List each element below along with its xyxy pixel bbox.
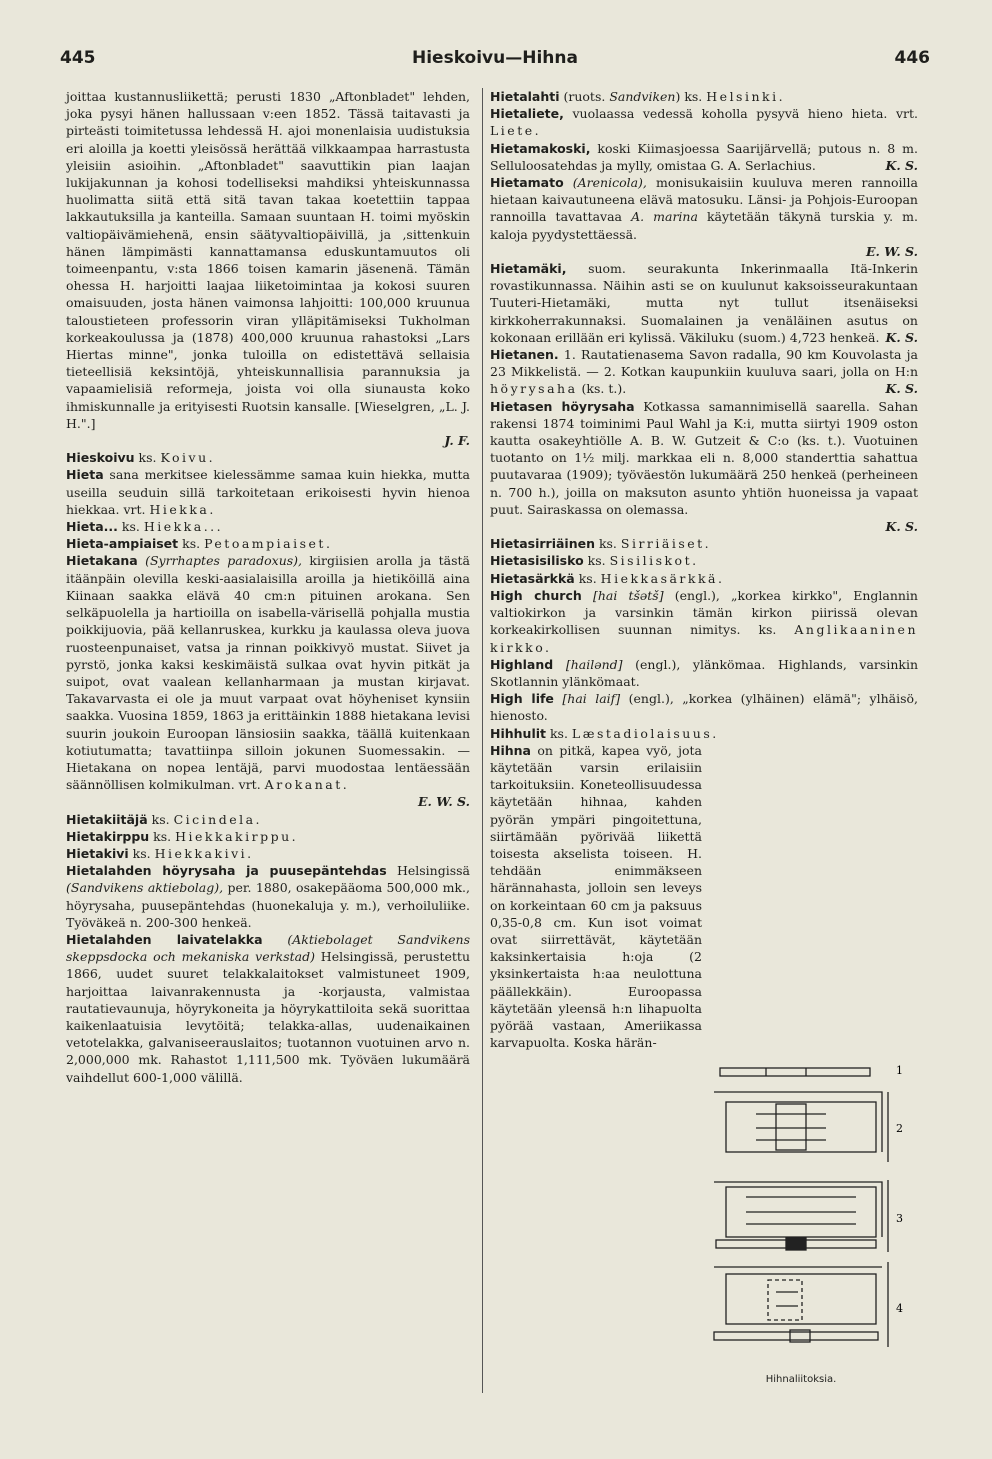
left-column	[66, 88, 470, 1086]
entry-high-church: High church [hai tšətš] (engl.), „korkea kirkko", Englannin valtiokirkon ja varsinkin tämän kirkon piirissä olevan korkeakirkollisen suunnan nimitys. ks. Anglikaaninen kirkko.	[490, 587, 918, 655]
figure-label-2: 2	[896, 1122, 903, 1135]
running-title: Hieskoivu—Hihna	[412, 48, 578, 68]
entry-hietamato: Hietamato (Arenicola), monisukaisiin kuuluva meren rannoilla hietaan kaivautuneena elävä matosuku. Länsi- ja Pohjois-Euroopan rannoilla tavattavaa A. marina käytetään täkynä turskia y. m. kaloja pyydystettäessä. E. W. S.	[490, 175, 918, 259]
signature: K. S.	[885, 381, 918, 397]
left-page-number: 445	[60, 48, 96, 68]
entry-hietasirriainen: Hietasirriäinen ks. Sirriäiset.	[490, 536, 712, 552]
entry-hihna: Hihna on pitkä, kapea vyö, jota käytetään varsin erilaisiin tarkoituksiin. Koneteollisuudessa käytetään hihnaa, kahden pyörän ympäri pingoitettuna, siirtämään pyörivää liikettä toisesta akselista toiseen. H. tehdään enimmäkseen härännahasta, jolloin sen leveys on korkeintaan 60 cm ja paksuus 0,35-0,8 cm. Kun isot voimat ovat siirrettävät, käytetään kaksinkertaisia h:oja (2 yksinkertaista h:aa neulottuna päällekkäin). Euroopassa käytetään yleensä h:n lihapuolta pyörää vastaan, Ameriikassa karvapuolta. Koska härän-	[490, 742, 702, 1051]
entry-hietaliete: Hietaliete, vuolaassa vedessä koholla pysyvä hieno hieta. vrt. Liete.	[490, 106, 918, 139]
signature: K. S.	[885, 157, 918, 173]
belt-joint-4	[726, 1274, 876, 1324]
entry-high-life: High life [hai laif] (engl.), „korkea (ylhäinen) elämä"; ylhäisö, hienosto.	[490, 691, 918, 724]
column-divider	[482, 88, 483, 1393]
entry-hietamakoski: Hietamakoski, koski Kiimasjoessa Saarijärvellä; putous n. 8 m. Selluloosatehdas ja mylly, omistaa G. A. Serlachius. K. S.	[490, 140, 918, 173]
entry-hietasarkka: Hietasärkkä ks. Hiekkasärkkä.	[490, 570, 725, 586]
entry-hietanen: Hietanen. 1. Rautatienasema Savon radalla, 90 km Kouvolasta ja 23 Mikkelistä. — 2. Kotkan kaupunkiin kuuluva saari, jolla on H:n höyrysaha (ks. t.). K. S.	[490, 347, 918, 397]
entry-hieta-prefix: Hieta... ks. Hiekka...	[66, 519, 224, 535]
entry-hietalahden-hoyrysaha: Hietalahden höyrysaha ja puusepäntehdas Helsingissä (Sandvikens aktiebolag), per. 1880, osakepääoma 500,000 mk., höyrysaha, puusepäntehdas (huonekaluja y. m.), verhoiluliike. Työväkeä n. 200-300 henkeä.	[66, 863, 470, 930]
entry-hietalahti: Hietalahti (ruots. Sandviken) ks. Helsinki.	[490, 89, 786, 104]
entry-hietakivi: Hietakivi ks. Hiekkakivi.	[66, 845, 254, 861]
entry-hieskoivu: Hieskoivu ks. Koivu.	[66, 450, 216, 466]
entry-highland: Highland [hailənd] (engl.), ylänkömaa. Highlands, varsinkin Skotlannin ylänkömaat.	[490, 656, 918, 689]
figure-label-1: 1	[896, 1064, 903, 1077]
entry-hieta-ampiaiset: Hieta-ampiaiset ks. Petoampiaiset.	[66, 536, 333, 552]
belt-joints-figure	[706, 1062, 918, 1392]
right-page-number: 446	[894, 48, 930, 68]
entry-hieta: Hieta sana merkitsee kielessämme samaa kuin hiekka, mutta useilla seuduin sillä tarkoitetaan erikoisesti hyvin hienoa hiekkaa. vrt. Hiekka.	[66, 467, 470, 517]
figure-label-3: 3	[896, 1212, 903, 1225]
signature: K. S.	[885, 519, 918, 535]
entry-hietakana: Hietakana (Syrrhaptes paradoxus), kirgiisien arolla ja tästä itäänpäin olevilla keski-aasialaisilla aroilla ja hietiköillä aina Kiinaan saakka elävä 40 cm:n pituinen arokana. Sen selkäpuolella ja hartioilla on isabella-värisellä pohjalla mustia poikkijuovia, pää kellanruskea, kurkku ja kaulassa oleva juova ruosteenpunaiset, vatsa ja rinnan poikkivyö mustat. Siivet ja pyrstö, jonka kaksi keskimäistä sulkaa ovat hyvin pitkät ja suipot, ovat vaalean kellanharmaan ja mustan kirjavat. Takavarvasta ei ole ja muut varpaat ovat höyheniset kynsiin saakka. Vuosina 1859, 1863 ja erittäinkin 1888 hietakana levisi suurin joukoin Euroopan länsiosiin saakka, täällä kuitenkaan kotiutumatta; tavattiinpa silloin jokunen Suomessakin. — Hietakana on nopea lentäjä, parvi muodostaa lentäessään säännöllisen kolmikulman. vrt. Arokanat. E. W. S.	[66, 553, 470, 810]
signature: E. W. S.	[866, 243, 918, 259]
belt-joint-2	[726, 1102, 876, 1152]
page-header	[60, 48, 930, 74]
entry-hietakiitaja: Hietakiitäjä ks. Cicindela.	[66, 811, 263, 827]
entry-hietasisilisko: Hietasisilisko ks. Sisiliskot.	[490, 553, 699, 569]
entry-continuation: joittaa kustannusliikettä; perusti 1830 „Aftonbladet" lehden, joka pysyi hänen hallussaan v:een 1852. Tässä taitavasti ja pirteästi toimitetussa lehdessä H. ajoi monenlaisia uudistuksia eri aloilla ja koetti yleisössä herättää vilkkaampaa harrastusta yleisiin asioihin. „Aftonbladet" saavuttikin pian laajan lukijakunnan ja kohosi todelliseksi mahdiksi yhteiskunnassa huolimatta siitä että sitä tavan takaa koetettiin tappaa lakkautuksilla ja kanteilla. Samaan suuntaan H. toimi myöskin valtiopäivämiehenä, ensin säätyvaltiopäivillä, ja ,sittenkuin hänen lämpimästi kannattamansa eduskuntamuutos oli toimeenpantu, v:sta 1866 toisen kamarin jäsenenä. Tämän ohessa H. harjoitti laajaa liiketoimintaa ja kokosi suuren omaisuuden, josta hänen vaimonsa lahjoitti: 100,000 kruunua taloustieteen professorin viran ylläpitämiseksi Tukholman korkeakoulussa ja (1878) 400,000 kruunua rahastoksi „Lars Hiertas minne", jonka tuloilla on edistettävä sellaisia tieteellisiä keksintöjä, yhteiskunnallisia parannuksia ja vapaamielisiä reformeja, joista voi olla siunausta koko ihmiskunnalle ja erityisesti Ruotsin kansalle. [Wieselgren, „L. J. H.".] J. F.	[66, 89, 470, 449]
signature: J. F.	[444, 433, 470, 449]
entry-hihhulit: Hihhulit ks. Læstadiolaisuus.	[490, 725, 719, 741]
signature: E. W. S.	[418, 794, 470, 810]
figure-caption: Hihnaliitoksia.	[765, 1374, 837, 1385]
belt-joint-1	[720, 1068, 870, 1076]
figure-label-4: 4	[896, 1302, 903, 1315]
entry-hietalahden-laivatelakka: Hietalahden laivatelakka (Aktiebolaget Sandvikens skeppsdocka och mekaniska verkstad) Helsingissä, perustettu 1866, uudet suuret telakkalaitokset valmistuneet 1909, harjoittaa laivanrakennusta ja -korjausta, valmistaa rautatievaunuja, höyrykoneita ja höyrykattiloita sekä suorittaa kaikenlaatuisia levytöitä; telakka-allas, uudenaikainen vetotelakka, galvaniseerauslaitos; tuotannon vuotuinen arvo n. 2,000,000 mk. Rahastot 1,111,500 mk. Työväen lukumäärä vaihdellut 600-1,000 välillä.	[66, 931, 470, 1085]
belt-joints-drawing	[706, 1062, 918, 1392]
entry-hietakirppu: Hietakirppu ks. Hiekkakirppu.	[66, 828, 299, 844]
entry-hietamaki: Hietamäki, suom. seurakunta Inkerinmaalla Itä-Inkerin rovastikunnassa. Näihin asti se on kuulunut kaksoisseurakuntaan Tuuteri-Hietamäki, mutta nyt tullut itsenäiseksi kirkkoherrakunnaksi. Suomalainen ja venäläinen asutus on kokonaan erillään eri kylissä. Väkiluku (suom.) 4,723 henkeä. K. S.	[490, 261, 918, 345]
entry-hihna-block	[490, 742, 918, 1052]
right-column	[490, 88, 918, 1051]
entry-hietasen-hoyrysaha: Hietasen höyrysaha Kotkassa samannimisellä saarella. Sahan rakensi 1874 toiminimi Paul Wahl ja K:i, mutta siirtyi 1909 oston kautta osakeyhtiölle A. B. W. Gutzeit & C:o (ks. t.). Vuotuinen tuotanto on 1½ milj. markkaa eli n. 8,000 standerttia sahattua puutavaraa (1909); työväestön lukumäärä 250 henkeä (perheineen n. 700 h.), joilla on maksuton asunto yhtiön huoneissa ja vapaat puut. Sairaskassa on olemassa. K. S.	[490, 398, 918, 535]
signature: K. S.	[885, 329, 918, 345]
